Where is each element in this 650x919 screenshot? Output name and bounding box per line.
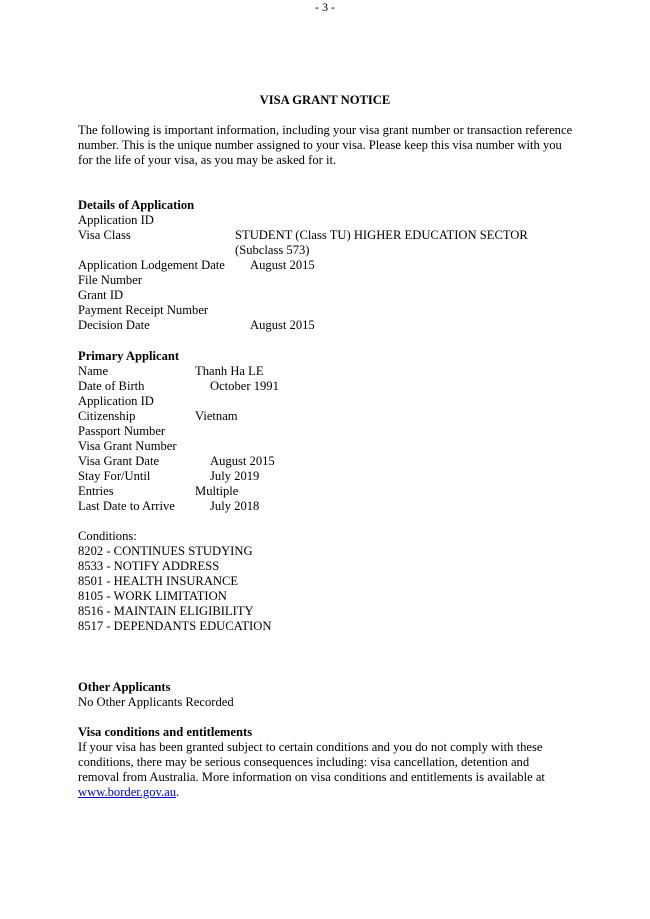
condition-item: 8533 - NOTIFY ADDRESS xyxy=(78,559,220,573)
primary-row-label: Date of Birth xyxy=(78,379,145,393)
other-applicants-heading: Other Applicants xyxy=(78,680,171,694)
primary-row-label: Application ID xyxy=(78,394,154,408)
primary-row-value: July 2018 xyxy=(210,499,260,513)
primary-row-value: July 2019 xyxy=(210,469,260,483)
primary-heading: Primary Applicant xyxy=(78,349,180,363)
details-row-label: Application Lodgement Date xyxy=(78,258,225,272)
primary-row-value: October 1991 xyxy=(210,379,279,393)
other-applicants-text: No Other Applicants Recorded xyxy=(78,695,234,709)
primary-row-label: Visa Grant Date xyxy=(78,454,160,468)
details-row-value: August 2015 xyxy=(250,318,315,332)
details-row-label: Payment Receipt Number xyxy=(78,303,209,317)
primary-row-label: Citizenship xyxy=(78,409,136,423)
primary-row-label: Passport Number xyxy=(78,424,166,438)
details-row-label: Application ID xyxy=(78,213,154,227)
entitlements-heading: Visa conditions and entitlements xyxy=(78,725,253,739)
condition-item: 8105 - WORK LIMITATION xyxy=(78,589,227,603)
condition-item: 8516 - MAINTAIN ELIGIBILITY xyxy=(78,604,254,618)
entitlements-period: . xyxy=(176,785,180,799)
primary-row-value: Vietnam xyxy=(195,409,238,423)
primary-row-label: Name xyxy=(78,364,109,378)
details-row-label: Visa Class xyxy=(78,228,131,242)
details-row-value: STUDENT (Class TU) HIGHER EDUCATION SECTOR xyxy=(235,228,528,242)
details-row-label: File Number xyxy=(78,273,143,287)
details-heading: Details of Application xyxy=(78,198,195,212)
details-row-label: Grant ID xyxy=(78,288,124,302)
details-row-value: (Subclass 573) xyxy=(235,243,310,257)
details-row-value: August 2015 xyxy=(250,258,315,272)
condition-item: 8517 - DEPENDANTS EDUCATION xyxy=(78,619,272,633)
entitlements-text: If your visa has been granted subject to certain conditions and you do not comply with these conditions, there may be serious consequences including: visa cancellation, detention and removal from Australia. More information on visa conditions and entitlements is available at xyxy=(78,740,545,784)
border-website-link[interactable]: www.border.gov.au xyxy=(78,785,177,799)
entitlements-paragraph xyxy=(78,740,570,800)
conditions-heading: Conditions: xyxy=(78,529,137,543)
page-title: VISA GRANT NOTICE xyxy=(259,93,391,107)
primary-row-value: Multiple xyxy=(195,484,239,498)
primary-row-label: Stay For/Until xyxy=(78,469,151,483)
details-row-label: Decision Date xyxy=(78,318,150,332)
primary-row-value: Thanh Ha LE xyxy=(195,364,264,378)
primary-row-label: Last Date to Arrive xyxy=(78,499,175,513)
primary-row-label: Entries xyxy=(78,484,114,498)
page-number: - 3 - xyxy=(315,0,335,14)
condition-item: 8202 - CONTINUES STUDYING xyxy=(78,544,253,558)
intro-paragraph: The following is important information, including your visa grant number or transaction reference number. This is the unique number assigned to your visa. Please keep this visa number with you for the life of your visa, as you may be asked for it. xyxy=(78,123,573,167)
primary-row-value: August 2015 xyxy=(210,454,275,468)
primary-row-label: Visa Grant Number xyxy=(78,439,177,453)
condition-item: 8501 - HEALTH INSURANCE xyxy=(78,574,239,588)
